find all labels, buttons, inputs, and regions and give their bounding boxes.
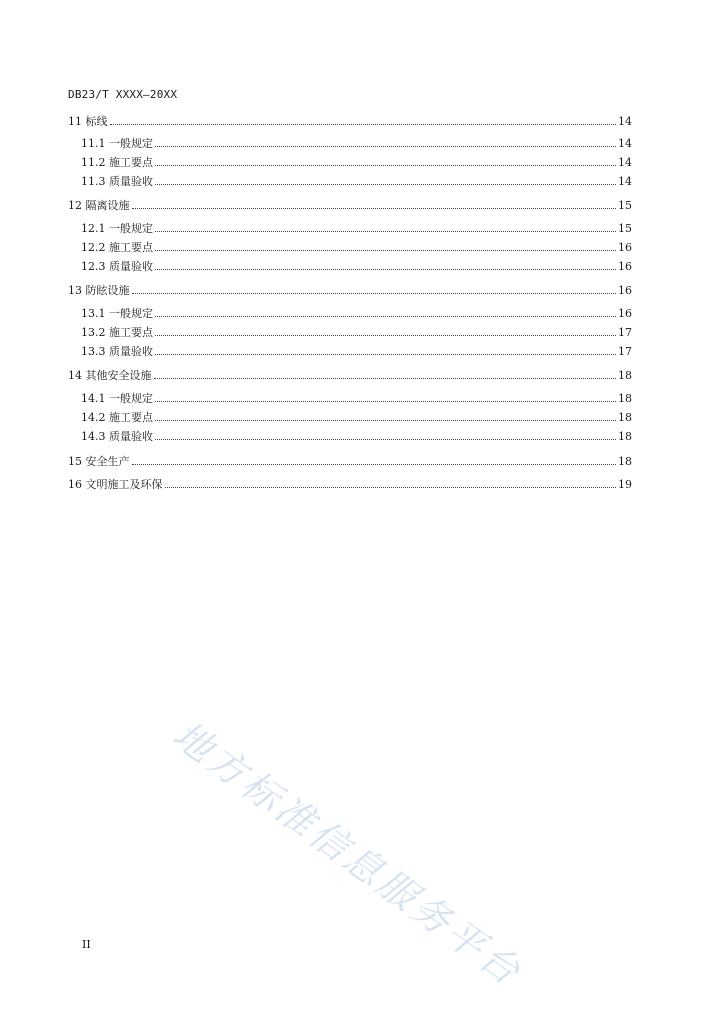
toc-entry-title: 施工要点: [109, 241, 153, 254]
toc-entry-page: 18: [618, 369, 632, 382]
toc-entry-page: 14: [618, 175, 632, 188]
toc-entry-number: 13: [68, 284, 82, 297]
toc-entry-page: 18: [618, 392, 632, 405]
toc-entry-title: 一般规定: [109, 137, 153, 150]
toc-entry-number: 11.2: [81, 156, 106, 169]
toc-entry-page: 16: [618, 241, 632, 254]
toc-entry[interactable]: [81, 174, 632, 190]
toc-dot-leader: [155, 164, 616, 166]
toc-entry-number: 12.3: [81, 260, 106, 273]
toc-dot-leader: [155, 145, 616, 147]
toc-entry-page: 14: [618, 115, 632, 128]
toc-entry-number: 13.1: [81, 307, 106, 320]
toc-dot-leader: [132, 207, 617, 209]
toc-entry-number: 15: [68, 455, 82, 468]
toc-entry-page: 18: [618, 411, 632, 424]
toc-entry[interactable]: [81, 429, 632, 445]
toc-dot-leader: [155, 438, 616, 440]
toc-entry-title: 隔离设施: [85, 199, 130, 212]
toc-dot-leader: [155, 268, 616, 270]
toc-dot-leader: [155, 315, 616, 317]
toc-entry-number: 11.3: [81, 175, 106, 188]
toc-entry-page: 14: [618, 156, 632, 169]
toc-entry-page: 15: [618, 222, 632, 235]
toc-entry-page: 17: [618, 345, 632, 358]
toc-entry-page: 19: [618, 478, 632, 491]
toc-entry-title: 其他安全设施: [85, 369, 152, 382]
toc-entry[interactable]: [81, 221, 632, 237]
toc-dot-leader: [155, 249, 616, 251]
page-number: II: [82, 938, 91, 951]
toc-entry-page: 17: [618, 326, 632, 339]
toc-dot-leader: [155, 334, 616, 336]
toc-dot-leader: [155, 230, 616, 232]
toc-entry[interactable]: [81, 325, 632, 341]
toc-entry-number: 14.3: [81, 430, 106, 443]
toc-entry-number: 14.2: [81, 411, 106, 424]
toc-entry-number: 12.1: [81, 222, 106, 235]
toc-entry-title: 一般规定: [109, 222, 153, 235]
toc-entry-title: 施工要点: [109, 411, 153, 424]
toc-entry-page: 15: [618, 199, 632, 212]
toc-entry-title: 文明施工及环保: [85, 478, 163, 491]
toc-entry[interactable]: [68, 114, 632, 130]
toc-dot-leader: [110, 123, 617, 125]
toc-entry[interactable]: [68, 477, 632, 493]
toc-entry[interactable]: [68, 198, 632, 214]
toc-entry[interactable]: [81, 240, 632, 256]
toc-dot-leader: [132, 463, 617, 465]
toc-dot-leader: [155, 183, 616, 185]
toc-dot-leader: [155, 400, 616, 402]
toc-entry-number: 12.2: [81, 241, 106, 254]
toc-entry[interactable]: [81, 259, 632, 275]
toc-entry-page: 16: [618, 284, 632, 297]
toc-entry-number: 12: [68, 199, 82, 212]
toc-entry[interactable]: [81, 410, 632, 426]
toc-dot-leader: [132, 292, 617, 294]
toc-entry[interactable]: [68, 368, 632, 384]
toc-entry-title: 防眩设施: [85, 284, 130, 297]
toc-entry-page: 18: [618, 430, 632, 443]
toc-entry-page: 16: [618, 307, 632, 320]
toc-entry[interactable]: [81, 155, 632, 171]
toc-entry-title: 标线: [85, 115, 108, 128]
toc-entry[interactable]: [68, 454, 632, 470]
toc-entry-title: 安全生产: [85, 455, 130, 468]
toc-entry-title: 质量验收: [109, 260, 153, 273]
toc-entry-title: 施工要点: [109, 156, 153, 169]
toc-entry-title: 一般规定: [109, 307, 153, 320]
toc-entry-number: 14.1: [81, 392, 106, 405]
toc-entry[interactable]: [81, 306, 632, 322]
toc-entry-title: 一般规定: [109, 392, 153, 405]
toc-entry-number: 16: [68, 478, 82, 491]
toc-entry-title: 施工要点: [109, 326, 153, 339]
toc-dot-leader: [165, 486, 617, 488]
toc-entry-number: 13.2: [81, 326, 106, 339]
toc-entry-page: 16: [618, 260, 632, 273]
toc-entry-title: 质量验收: [109, 345, 153, 358]
toc-entry-page: 18: [618, 455, 632, 468]
toc-entry[interactable]: [81, 136, 632, 152]
toc-entry-page: 14: [618, 137, 632, 150]
toc-entry[interactable]: [81, 344, 632, 360]
toc-entry-number: 11.1: [81, 137, 106, 150]
toc-entry-number: 14: [68, 369, 82, 382]
toc-entry[interactable]: [68, 283, 632, 299]
document-id-header: DB23/T XXXX—20XX: [68, 88, 178, 101]
toc-entry-title: 质量验收: [109, 430, 153, 443]
toc-dot-leader: [154, 377, 617, 379]
toc-entry-number: 13.3: [81, 345, 106, 358]
toc-dot-leader: [155, 353, 616, 355]
toc-dot-leader: [155, 419, 616, 421]
toc-entry[interactable]: [81, 391, 632, 407]
toc-entry-title: 质量验收: [109, 175, 153, 188]
watermark: 地方标准信息服务平台: [165, 712, 531, 996]
toc-entry-number: 11: [68, 115, 82, 128]
